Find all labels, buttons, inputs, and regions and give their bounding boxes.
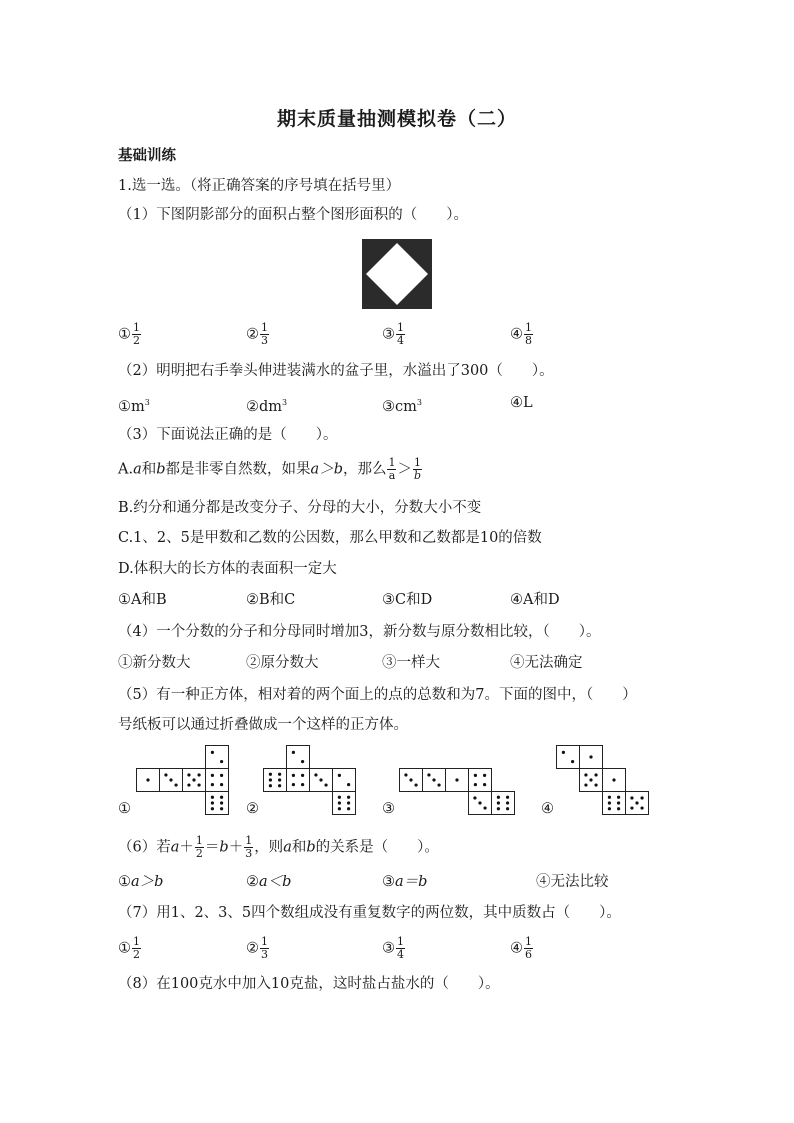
- q1-part8-text: （8）在100克水中加入10克盐，这时盐占盐水的（ ）。: [118, 976, 500, 992]
- dice-pip: [338, 796, 341, 799]
- question-1-stem: 1.选一选。（将正确答案的序号填在括号里）: [118, 178, 401, 194]
- dice-pip: [594, 773, 597, 776]
- q1p1-option-3[interactable]: ③ $\frac{1}{4}$: [382, 321, 404, 347]
- dice-face: [580, 769, 603, 792]
- dice-pip: [437, 783, 440, 786]
- dice-pip: [617, 801, 620, 804]
- dice-face: [626, 792, 649, 815]
- q1p3-statement-b: B.约分和通分都是改变分子、分母的大小，分数大小不变: [118, 500, 482, 516]
- q1p3-statement-a: A.a和b都是非零自然数，如果a＞b，那么 $\frac{1}{a}$ ＞ $\frac{1}{b}$: [118, 456, 422, 482]
- dice-pip: [640, 806, 643, 809]
- dice-face: [310, 769, 333, 792]
- q1p4-option-4[interactable]: ④无法确定: [510, 655, 583, 671]
- dice-pip: [269, 784, 272, 787]
- dice-pip: [301, 774, 304, 777]
- dice-pip: [278, 778, 281, 781]
- dice-pip: [497, 796, 500, 799]
- dice-face: [446, 769, 469, 792]
- dice-pip: [197, 783, 200, 786]
- dice-pip: [506, 807, 509, 810]
- dice-face: [603, 769, 626, 792]
- dice-pip: [301, 783, 304, 786]
- dice-pip: [174, 783, 177, 786]
- dice-pip: [146, 778, 149, 781]
- dice-pip: [506, 801, 509, 804]
- q1p3-option-4[interactable]: ④A和D: [510, 592, 560, 608]
- dice-pip: [211, 796, 214, 799]
- dice-pip: [474, 783, 477, 786]
- dice-net-1[interactable]: [136, 745, 232, 815]
- dice-pip: [220, 774, 223, 777]
- dice-pip: [347, 801, 350, 804]
- dice-face: [333, 769, 356, 792]
- dice-face: [400, 769, 423, 792]
- dice-pip: [640, 796, 643, 799]
- q1p6-option-1[interactable]: ①a＞b: [118, 874, 164, 890]
- q1p6-option-3[interactable]: ③a＝b: [382, 874, 428, 890]
- dice-pip: [617, 796, 620, 799]
- dice-pip: [562, 751, 565, 754]
- dice-pip: [506, 796, 509, 799]
- net-label-1[interactable]: ①: [118, 801, 131, 817]
- q1-part7-text: （7）用1、2、3、5四个数组成没有重复数字的两位数，其中质数占（ ）。: [118, 905, 621, 921]
- dice-pip: [427, 773, 430, 776]
- q1p2-option-1[interactable]: $①m^3$: [118, 398, 150, 415]
- dice-pip: [608, 807, 611, 810]
- dice-face: [287, 769, 310, 792]
- q1-part4-text: （4）一个分数的分子和分母同时增加3，新分数与原分数相比较，（ ）。: [118, 624, 601, 640]
- dice-pip: [211, 783, 214, 786]
- dice-face: [206, 792, 229, 815]
- q1p1-option-1[interactable]: ① $\frac{1}{2}$: [118, 321, 140, 347]
- dice-pip: [571, 760, 574, 763]
- dice-pip: [483, 774, 486, 777]
- shaded-square-figure: [362, 239, 432, 309]
- dice-pip: [483, 783, 486, 786]
- q1-part1-text: （1）下图阴影部分的面积占整个图形面积的（ ）。: [118, 207, 468, 223]
- dice-pip: [338, 807, 341, 810]
- page-title: 期末质量抽测模拟卷（二）: [276, 108, 517, 130]
- dice-face: [160, 769, 183, 792]
- dice-pip: [220, 807, 223, 810]
- dice-pip: [455, 778, 458, 781]
- dice-pip: [594, 783, 597, 786]
- q1p4-option-1[interactable]: ①新分数大: [118, 655, 191, 671]
- dice-pip: [187, 773, 190, 776]
- q1p4-option-2[interactable]: ②原分数大: [246, 655, 319, 671]
- dice-pip: [197, 773, 200, 776]
- dice-face: [206, 769, 229, 792]
- dice-pip: [211, 774, 214, 777]
- q1p3-statement-d: D.体积大的长方体的表面积一定大: [118, 561, 337, 577]
- section-heading: 基础训练: [118, 148, 176, 164]
- q1p2-option-2[interactable]: $②dm^3$: [246, 398, 288, 415]
- dice-pip: [589, 778, 592, 781]
- dice-pip: [192, 778, 195, 781]
- dice-pip: [497, 807, 500, 810]
- q1p4-option-3[interactable]: ③一样大: [382, 655, 440, 671]
- dice-face: [264, 769, 287, 792]
- q1p6-option-4[interactable]: ④无法比较: [536, 874, 609, 890]
- q1p3-option-1[interactable]: ①A和B: [118, 592, 167, 608]
- q1p7-option-3[interactable]: ③ $\frac{1}{4}$: [382, 935, 404, 961]
- dice-pip: [589, 755, 592, 758]
- q1p6-option-2[interactable]: ②a＜b: [246, 874, 292, 890]
- dice-pip: [314, 773, 317, 776]
- dice-face: [183, 769, 206, 792]
- dice-pip: [301, 760, 304, 763]
- dice-pip: [347, 783, 350, 786]
- dice-pip: [164, 773, 167, 776]
- dice-pip: [404, 773, 407, 776]
- dice-pip: [211, 801, 214, 804]
- dice-pip: [635, 801, 638, 804]
- dice-pip: [278, 773, 281, 776]
- q1-part5-text-2: 号纸板可以通过折叠做成一个这样的正方体。: [118, 717, 408, 733]
- q1p7-option-1[interactable]: ① $\frac{1}{2}$: [118, 935, 140, 961]
- q1p1-option-2[interactable]: ② $\frac{1}{3}$: [246, 321, 268, 347]
- q1p3-option-2[interactable]: ②B和C: [246, 592, 296, 608]
- dice-face: [469, 792, 492, 815]
- dice-pip: [608, 796, 611, 799]
- dice-pip: [473, 796, 476, 799]
- dice-pip: [338, 774, 341, 777]
- dice-pip: [584, 783, 587, 786]
- dice-pip: [220, 801, 223, 804]
- dice-pip: [319, 778, 322, 781]
- dice-face: [557, 746, 580, 769]
- dice-pip: [292, 774, 295, 777]
- q1-part6-text: （6）若a＋ $\frac{1}{2}$ ＝b＋ $\frac{1}{3}$ ，则a和b的关系是（ ）。: [118, 834, 439, 860]
- dice-pip: [497, 801, 500, 804]
- dice-pip: [630, 806, 633, 809]
- q1p1-option-4[interactable]: ④ $\frac{1}{8}$: [510, 321, 532, 347]
- dice-pip: [211, 751, 214, 754]
- net-label-2[interactable]: ②: [246, 801, 259, 817]
- q1-part3-text: （3）下面说法正确的是（ ）。: [118, 427, 338, 443]
- dice-net-2[interactable]: [263, 745, 359, 815]
- dice-pip: [211, 807, 214, 810]
- dice-net-3[interactable]: [399, 745, 519, 815]
- q1p7-option-2[interactable]: ② $\frac{1}{3}$: [246, 935, 268, 961]
- q1-part2-text: （2）明明把右手拳头伸进装满水的盆子里，水溢出了300（ ）。: [118, 363, 554, 379]
- q1p7-option-4[interactable]: ④ $\frac{1}{6}$: [510, 935, 532, 961]
- dice-pip: [409, 778, 412, 781]
- dice-pip: [220, 760, 223, 763]
- dice-face: [137, 769, 160, 792]
- dice-face: [580, 746, 603, 769]
- q1p3-option-3[interactable]: ③C和D: [382, 592, 433, 608]
- dice-pip: [608, 801, 611, 804]
- dice-pip: [220, 783, 223, 786]
- dice-pip: [478, 801, 481, 804]
- dice-net-4[interactable]: [556, 745, 652, 815]
- q1p2-option-3[interactable]: $③cm^3$: [382, 398, 422, 415]
- dice-face: [603, 792, 626, 815]
- net-label-4[interactable]: ④: [541, 801, 554, 817]
- dice-pip: [324, 783, 327, 786]
- dice-pip: [347, 807, 350, 810]
- dice-pip: [187, 783, 190, 786]
- dice-pip: [612, 778, 615, 781]
- dice-pip: [269, 773, 272, 776]
- q1p2-option-4[interactable]: ④L: [510, 395, 533, 411]
- dice-face: [333, 792, 356, 815]
- dice-face: [492, 792, 515, 815]
- dice-face: [469, 769, 492, 792]
- dice-pip: [292, 751, 295, 754]
- dice-pip: [347, 796, 350, 799]
- dice-pip: [269, 778, 272, 781]
- dice-pip: [474, 774, 477, 777]
- dice-pip: [220, 796, 223, 799]
- dice-pip: [169, 778, 172, 781]
- dice-face: [206, 746, 229, 769]
- dice-pip: [292, 783, 295, 786]
- dice-pip: [432, 778, 435, 781]
- dice-pip: [630, 796, 633, 799]
- dice-pip: [584, 773, 587, 776]
- dice-face: [287, 746, 310, 769]
- dice-face: [423, 769, 446, 792]
- dice-pip: [414, 783, 417, 786]
- q1-part5-text-1: （5）有一种正方体，相对着的两个面上的点的总数和为7。下面的图中，（ ）: [118, 687, 637, 703]
- dice-pip: [278, 784, 281, 787]
- net-label-3[interactable]: ③: [382, 801, 395, 817]
- dice-pip: [617, 807, 620, 810]
- dice-pip: [483, 806, 486, 809]
- q1p3-statement-c: C.1、2、5是甲数和乙数的公因数，那么甲数和乙数都是10的倍数: [118, 530, 542, 546]
- dice-pip: [338, 801, 341, 804]
